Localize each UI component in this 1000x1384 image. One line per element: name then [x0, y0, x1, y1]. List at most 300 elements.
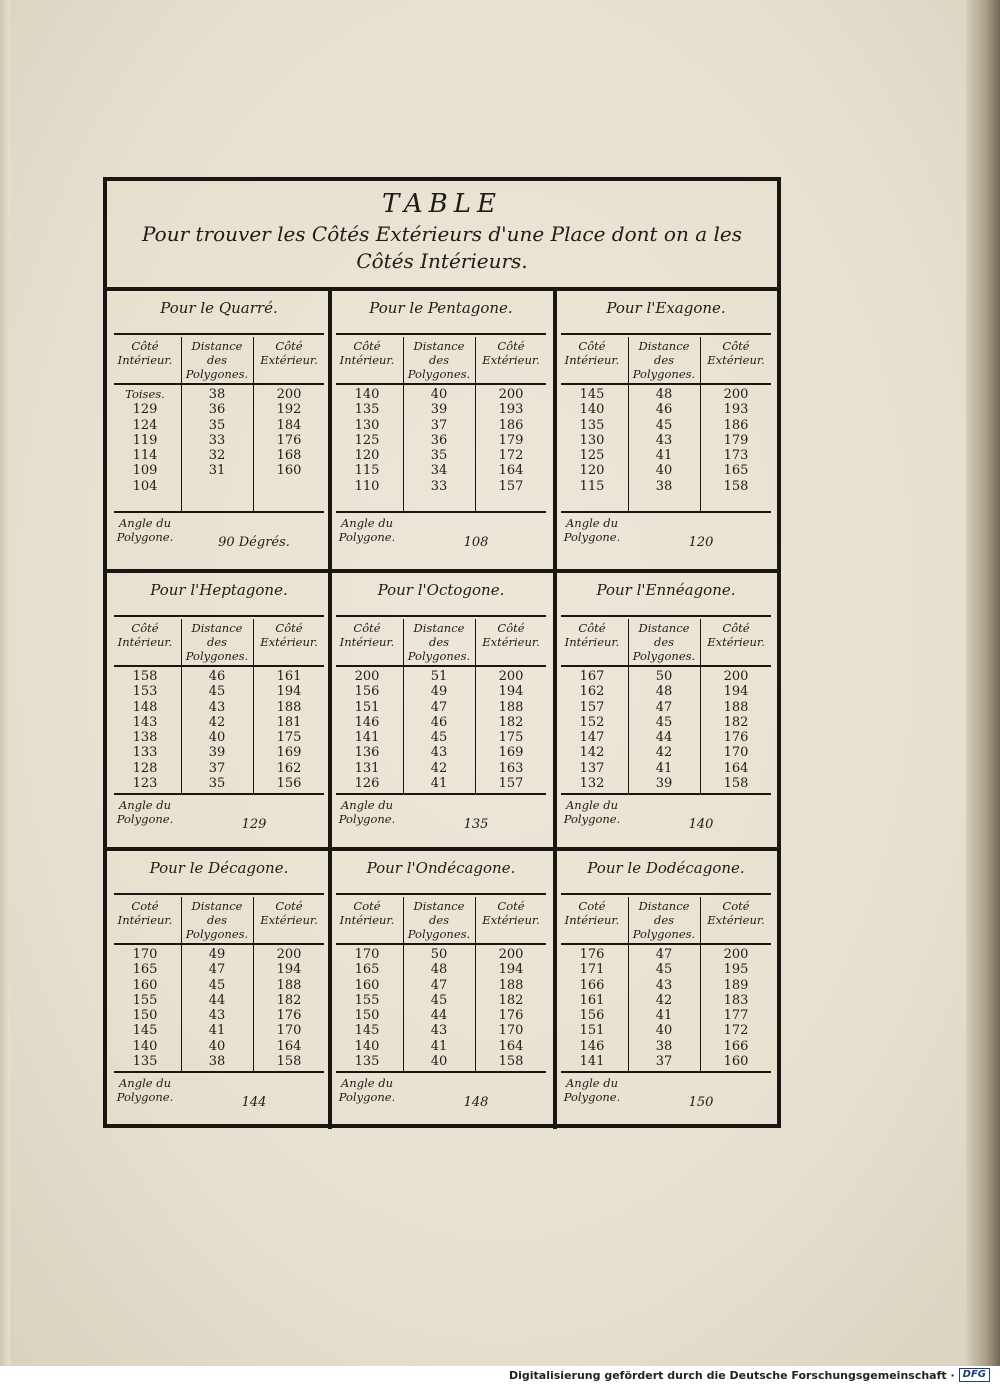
heading-rule — [561, 333, 771, 335]
table-cell: 123 — [132, 776, 158, 792]
value-column — [332, 669, 402, 791]
table-cell: 140 — [354, 1038, 380, 1054]
table-cell: 40 — [208, 730, 226, 746]
table-cell: 161 — [276, 669, 302, 684]
table-cell: 166 — [579, 977, 605, 993]
table-cell: 155 — [354, 992, 380, 1008]
table-cell: 165 — [354, 962, 380, 978]
table-cell: 158 — [723, 478, 749, 494]
table-cell: 39 — [655, 776, 673, 792]
angle-label: Angle du Polygone. — [338, 798, 396, 826]
table-cell: 200 — [723, 387, 749, 402]
value-column — [629, 387, 699, 494]
table-cell: 115 — [579, 478, 605, 494]
table-cell: 109 — [132, 463, 158, 479]
table-cell: 188 — [723, 699, 749, 715]
table-cell: 48 — [655, 684, 673, 700]
column-header: Côté Intérieur. — [117, 621, 173, 649]
angle-value: 108 — [463, 535, 489, 550]
value-column — [701, 387, 771, 494]
table-cell: 160 — [354, 977, 380, 993]
section-heading: Pour le Décagone. — [149, 859, 289, 877]
table-cell: 45 — [655, 714, 673, 730]
table-row — [107, 291, 777, 569]
table-cell: 49 — [208, 947, 226, 962]
table-cell: 189 — [723, 977, 749, 993]
table-cell: 169 — [276, 745, 302, 761]
table-cell: 125 — [579, 448, 605, 464]
table-cell: 140 — [132, 1038, 158, 1054]
table-cell: 164 — [276, 1038, 302, 1054]
page-spine-shadow — [966, 0, 1000, 1366]
value-column — [110, 669, 180, 791]
angle-value: 135 — [463, 817, 489, 832]
table-cell: 194 — [276, 684, 302, 700]
heading-rule — [114, 333, 324, 335]
table-cell: 158 — [498, 1054, 524, 1070]
table-cell: 145 — [354, 1023, 380, 1039]
table-cell: 37 — [655, 1054, 673, 1070]
polygon-section — [110, 573, 328, 851]
table-cell: 120 — [354, 448, 380, 464]
dfg-logo: DFG — [959, 1368, 990, 1382]
table-cell: 171 — [579, 962, 605, 978]
table-cell: 45 — [655, 417, 673, 433]
header-rule — [336, 383, 546, 385]
table-cell: 40 — [655, 463, 673, 479]
header-rule — [336, 943, 546, 945]
page-left-edge — [0, 0, 10, 1366]
value-column — [476, 669, 546, 791]
polygon-section — [332, 573, 550, 851]
table-cell: 163 — [498, 760, 524, 776]
table-cell: 37 — [208, 760, 226, 776]
table-cell: 128 — [132, 760, 158, 776]
table-cell: 176 — [276, 1008, 302, 1024]
table-cell: 183 — [723, 992, 749, 1008]
column-header: Distance des Polygones. — [632, 899, 696, 941]
angle-value: 140 — [688, 817, 714, 832]
table-cell: 200 — [723, 947, 749, 962]
table-cell: 115 — [354, 463, 380, 479]
table-cell: 152 — [579, 714, 605, 730]
table-cell: 143 — [132, 714, 158, 730]
values-rule — [336, 511, 546, 513]
table-cell: 170 — [723, 745, 749, 761]
header-rule — [114, 943, 324, 945]
table-cell: 41 — [655, 760, 673, 776]
table-cell: 200 — [498, 947, 524, 962]
table-cell: 43 — [208, 1008, 226, 1024]
column-header: Coté Intérieur. — [117, 899, 173, 927]
polygon-section — [557, 291, 775, 569]
values-rule — [336, 793, 546, 795]
table-cell: 158 — [132, 669, 158, 684]
table-cell: 182 — [498, 992, 524, 1008]
table-cell: 42 — [655, 745, 673, 761]
table-cell: 169 — [498, 745, 524, 761]
column-header: Côté Intérieur. — [339, 621, 395, 649]
table-cell: 43 — [208, 699, 226, 715]
table-cell: 192 — [276, 402, 302, 418]
table-cell: 135 — [132, 1054, 158, 1070]
table-row — [107, 851, 777, 1129]
table-cell: 194 — [498, 962, 524, 978]
table-cell: 35 — [430, 448, 448, 464]
table-cell: 164 — [498, 1038, 524, 1054]
table-cell: 138 — [132, 730, 158, 746]
heading-rule — [336, 893, 546, 895]
table-cell: 158 — [276, 1054, 302, 1070]
values-rule — [114, 793, 324, 795]
table-cell: 161 — [579, 992, 605, 1008]
table-cell: 158 — [723, 776, 749, 792]
table-cell: 164 — [498, 463, 524, 479]
table-cell: 38 — [208, 1054, 226, 1070]
table-frame — [103, 177, 781, 1128]
section-heading: Pour l'Ondécagone. — [366, 859, 516, 877]
header-rule — [561, 943, 771, 945]
footer-text: Digitalisierung gefördert durch die Deutsche Forschungsgemeinschaft · — [508, 1368, 955, 1382]
table-cell: 193 — [498, 402, 524, 418]
title-block — [107, 181, 777, 289]
angle-value: 144 — [241, 1095, 267, 1110]
value-column — [254, 387, 324, 479]
table-cell: 36 — [208, 402, 226, 418]
table-cell: 135 — [579, 417, 605, 433]
table-cell: 45 — [208, 977, 226, 993]
column-header: Distance des Polygones. — [632, 621, 696, 663]
header-rule — [561, 383, 771, 385]
value-column — [557, 947, 627, 1069]
table-cell: 170 — [276, 1023, 302, 1039]
table-cell: 153 — [132, 684, 158, 700]
values-rule — [336, 1071, 546, 1073]
table-cell: 33 — [208, 432, 226, 448]
table-cell: 170 — [132, 947, 158, 962]
table-cell: 51 — [430, 669, 448, 684]
table-cell: 119 — [132, 432, 158, 448]
table-cell: 132 — [579, 776, 605, 792]
table-cell: 130 — [354, 417, 380, 433]
table-cell: 50 — [430, 947, 448, 962]
column-header: Distance des Polygones. — [407, 899, 471, 941]
table-cell: 43 — [430, 745, 448, 761]
column-header: Distance des Polygones. — [185, 339, 249, 381]
table-cell: 141 — [354, 730, 380, 746]
table-cell: 104 — [132, 478, 158, 494]
table-cell: 176 — [579, 947, 605, 962]
table-cell: 170 — [354, 947, 380, 962]
value-column — [629, 669, 699, 791]
table-cell: 168 — [276, 448, 302, 464]
angle-label: Angle du Polygone. — [338, 516, 396, 544]
column-header: Coté Extérieur. — [707, 899, 765, 927]
polygon-section — [110, 291, 328, 569]
table-cell: 182 — [276, 992, 302, 1008]
table-cell: 40 — [430, 1054, 448, 1070]
table-cell: 157 — [579, 699, 605, 715]
angle-label: Angle du Polygone. — [338, 1076, 396, 1104]
values-rule — [561, 1071, 771, 1073]
table-cell: 47 — [430, 977, 448, 993]
table-cell: 41 — [430, 1038, 448, 1054]
header-rule — [114, 665, 324, 667]
table-cell: 44 — [655, 730, 673, 746]
angle-value: 148 — [463, 1095, 489, 1110]
table-cell: 173 — [723, 448, 749, 464]
value-column — [701, 947, 771, 1069]
header-rule — [336, 665, 546, 667]
table-cell: 40 — [655, 1023, 673, 1039]
table-cell: 172 — [723, 1023, 749, 1039]
table-cell: 47 — [655, 947, 673, 962]
column-header: Côté Extérieur. — [482, 339, 540, 367]
column-header: Distance des Polygones. — [407, 339, 471, 381]
section-heading: Pour le Pentagone. — [369, 299, 513, 317]
table-cell: 33 — [430, 478, 448, 494]
table-cell: 38 — [208, 387, 226, 402]
values-rule — [561, 793, 771, 795]
column-header: Côté Intérieur. — [564, 339, 620, 367]
heading-rule — [114, 615, 324, 617]
table-cell: 179 — [723, 432, 749, 448]
value-column — [404, 947, 474, 1069]
value-column — [182, 947, 252, 1069]
angle-value: 129 — [241, 817, 267, 832]
table-cell: 167 — [579, 669, 605, 684]
angle-value: 90 Dégrés. — [218, 535, 290, 550]
table-cell: 46 — [430, 714, 448, 730]
table-cell: 44 — [430, 1008, 448, 1024]
table-cell: 172 — [498, 448, 524, 464]
table-cell: 136 — [354, 745, 380, 761]
table-cell: 140 — [579, 402, 605, 418]
table-cell: 150 — [132, 1008, 158, 1024]
table-subtitle: Pour trouver les Côtés Extérieurs d'une Place dont on a les Côtés Intérieurs. — [142, 222, 742, 273]
table-cell: 40 — [430, 387, 448, 402]
table-title: TABLE — [381, 189, 503, 219]
table-cell: 45 — [208, 684, 226, 700]
angle-value: 150 — [688, 1095, 714, 1110]
table-cell: 160 — [723, 1054, 749, 1070]
table-cell: 188 — [276, 977, 302, 993]
table-cell: 126 — [354, 776, 380, 792]
table-cell: 50 — [655, 669, 673, 684]
table-cell: 148 — [132, 699, 158, 715]
table-cell: 35 — [208, 776, 226, 792]
table-cell: 188 — [498, 977, 524, 993]
column-header: Distance des Polygones. — [407, 621, 471, 663]
column-header: Coté Intérieur. — [339, 899, 395, 927]
table-cell: 47 — [208, 962, 226, 978]
heading-rule — [114, 893, 324, 895]
table-cell: 45 — [430, 992, 448, 1008]
section-heading: Pour l'Exagone. — [606, 299, 726, 317]
table-cell: 125 — [354, 432, 380, 448]
table-cell: 41 — [655, 448, 673, 464]
angle-label: Angle du Polygone. — [563, 798, 621, 826]
table-cell: 150 — [354, 1008, 380, 1024]
angle-label: Angle du Polygone. — [563, 1076, 621, 1104]
value-column — [182, 387, 252, 479]
value-column — [110, 947, 180, 1069]
table-cell: 110 — [354, 478, 380, 494]
section-heading: Pour le Dodécagone. — [587, 859, 745, 877]
table-cell: 194 — [498, 684, 524, 700]
table-cell: 162 — [276, 760, 302, 776]
footer-bar — [0, 1366, 1000, 1384]
table-cell: 200 — [276, 947, 302, 962]
value-column — [182, 669, 252, 791]
column-header: Côté Intérieur. — [117, 339, 173, 367]
table-cell: 156 — [579, 1008, 605, 1024]
table-cell: 32 — [208, 448, 226, 464]
table-cell: 160 — [276, 463, 302, 479]
table-cell: 137 — [579, 760, 605, 776]
table-cell: 129 — [132, 402, 158, 418]
table-cell: 157 — [498, 478, 524, 494]
table-cell: 48 — [655, 387, 673, 402]
table-cell: 41 — [655, 1008, 673, 1024]
table-cell: 45 — [430, 730, 448, 746]
table-cell: 45 — [655, 962, 673, 978]
table-cell: 44 — [208, 992, 226, 1008]
table-cell: 165 — [723, 463, 749, 479]
table-cell: 43 — [655, 977, 673, 993]
table-cell: 42 — [655, 992, 673, 1008]
table-cell: 49 — [430, 684, 448, 700]
table-cell: 193 — [723, 402, 749, 418]
table-cell: 41 — [430, 776, 448, 792]
table-cell: 194 — [723, 684, 749, 700]
value-column — [629, 947, 699, 1069]
column-header: Côté Intérieur. — [564, 621, 620, 649]
table-cell: 43 — [655, 432, 673, 448]
section-heading: Pour le Quarré. — [160, 299, 278, 317]
value-column — [254, 947, 324, 1069]
column-header: Côté Extérieur. — [260, 339, 318, 367]
header-rule — [561, 665, 771, 667]
table-cell: 175 — [276, 730, 302, 746]
table-cell: 176 — [276, 432, 302, 448]
value-column — [476, 387, 546, 494]
table-cell: 37 — [430, 417, 448, 433]
table-cell: 41 — [208, 1023, 226, 1039]
table-cell: 162 — [579, 684, 605, 700]
table-cell: 34 — [430, 463, 448, 479]
table-cell: 142 — [579, 745, 605, 761]
table-cell: 164 — [723, 760, 749, 776]
table-cell: 141 — [579, 1054, 605, 1070]
table-cell: 39 — [430, 402, 448, 418]
table-cell: 188 — [498, 699, 524, 715]
angle-label: Angle du Polygone. — [116, 1076, 174, 1104]
value-column — [557, 669, 627, 791]
header-rule — [114, 383, 324, 385]
column-header: Côté Extérieur. — [482, 621, 540, 649]
value-column — [254, 669, 324, 791]
table-cell: 130 — [579, 432, 605, 448]
table-cell: 47 — [655, 699, 673, 715]
table-cell: 147 — [579, 730, 605, 746]
column-header: Côté Extérieur. — [707, 339, 765, 367]
table-cell: 151 — [579, 1023, 605, 1039]
table-cell: 200 — [498, 387, 524, 402]
section-heading: Pour l'Ennéagone. — [596, 581, 736, 599]
value-column — [404, 387, 474, 494]
table-cell: 48 — [430, 962, 448, 978]
table-cell: 160 — [132, 977, 158, 993]
heading-rule — [336, 333, 546, 335]
column-header: Coté Extérieur. — [260, 899, 318, 927]
value-column — [110, 387, 180, 494]
table-cell: 184 — [276, 417, 302, 433]
table-cell: 133 — [132, 745, 158, 761]
table-cell: 120 — [579, 463, 605, 479]
table-cell: 145 — [132, 1023, 158, 1039]
table-cell: 43 — [430, 1023, 448, 1039]
column-header: Côté Extérieur. — [260, 621, 318, 649]
polygon-section — [332, 291, 550, 569]
table-cell: 135 — [354, 1054, 380, 1070]
polygon-section — [110, 851, 328, 1129]
table-cell: 40 — [208, 1038, 226, 1054]
table-cell: 46 — [655, 402, 673, 418]
heading-rule — [561, 893, 771, 895]
table-cell: 195 — [723, 962, 749, 978]
value-column — [701, 669, 771, 791]
table-cell: 146 — [354, 714, 380, 730]
table-cell: 36 — [430, 432, 448, 448]
table-cell: 47 — [430, 699, 448, 715]
table-cell: 186 — [498, 417, 524, 433]
table-cell: 200 — [276, 387, 302, 402]
table-cell: 186 — [723, 417, 749, 433]
unit-label: Toises. — [125, 387, 165, 401]
table-cell: 188 — [276, 699, 302, 715]
column-header: Distance des Polygones. — [185, 899, 249, 941]
table-cell: 131 — [354, 760, 380, 776]
table-cell: 38 — [655, 1038, 673, 1054]
angle-label: Angle du Polygone. — [116, 798, 174, 826]
section-heading: Pour l'Heptagone. — [150, 581, 288, 599]
table-cell: 140 — [354, 387, 380, 402]
table-cell: 182 — [498, 714, 524, 730]
table-cell: 35 — [208, 417, 226, 433]
table-cell: 156 — [276, 776, 302, 792]
table-cell: 200 — [723, 669, 749, 684]
table-cell: 155 — [132, 992, 158, 1008]
table-cell: 124 — [132, 417, 158, 433]
heading-rule — [561, 615, 771, 617]
table-cell: 175 — [498, 730, 524, 746]
table-cell: 156 — [354, 684, 380, 700]
polygon-section — [557, 573, 775, 851]
table-cell: 42 — [430, 760, 448, 776]
table-cell: 176 — [498, 1008, 524, 1024]
value-column — [557, 387, 627, 494]
values-rule — [114, 511, 324, 513]
table-cell: 39 — [208, 745, 226, 761]
table-cell: 146 — [579, 1038, 605, 1054]
table-cell: 38 — [655, 478, 673, 494]
angle-label: Angle du Polygone. — [116, 516, 174, 544]
column-header: Coté Intérieur. — [564, 899, 620, 927]
value-column — [332, 947, 402, 1069]
table-cell: 176 — [723, 730, 749, 746]
values-rule — [114, 1071, 324, 1073]
